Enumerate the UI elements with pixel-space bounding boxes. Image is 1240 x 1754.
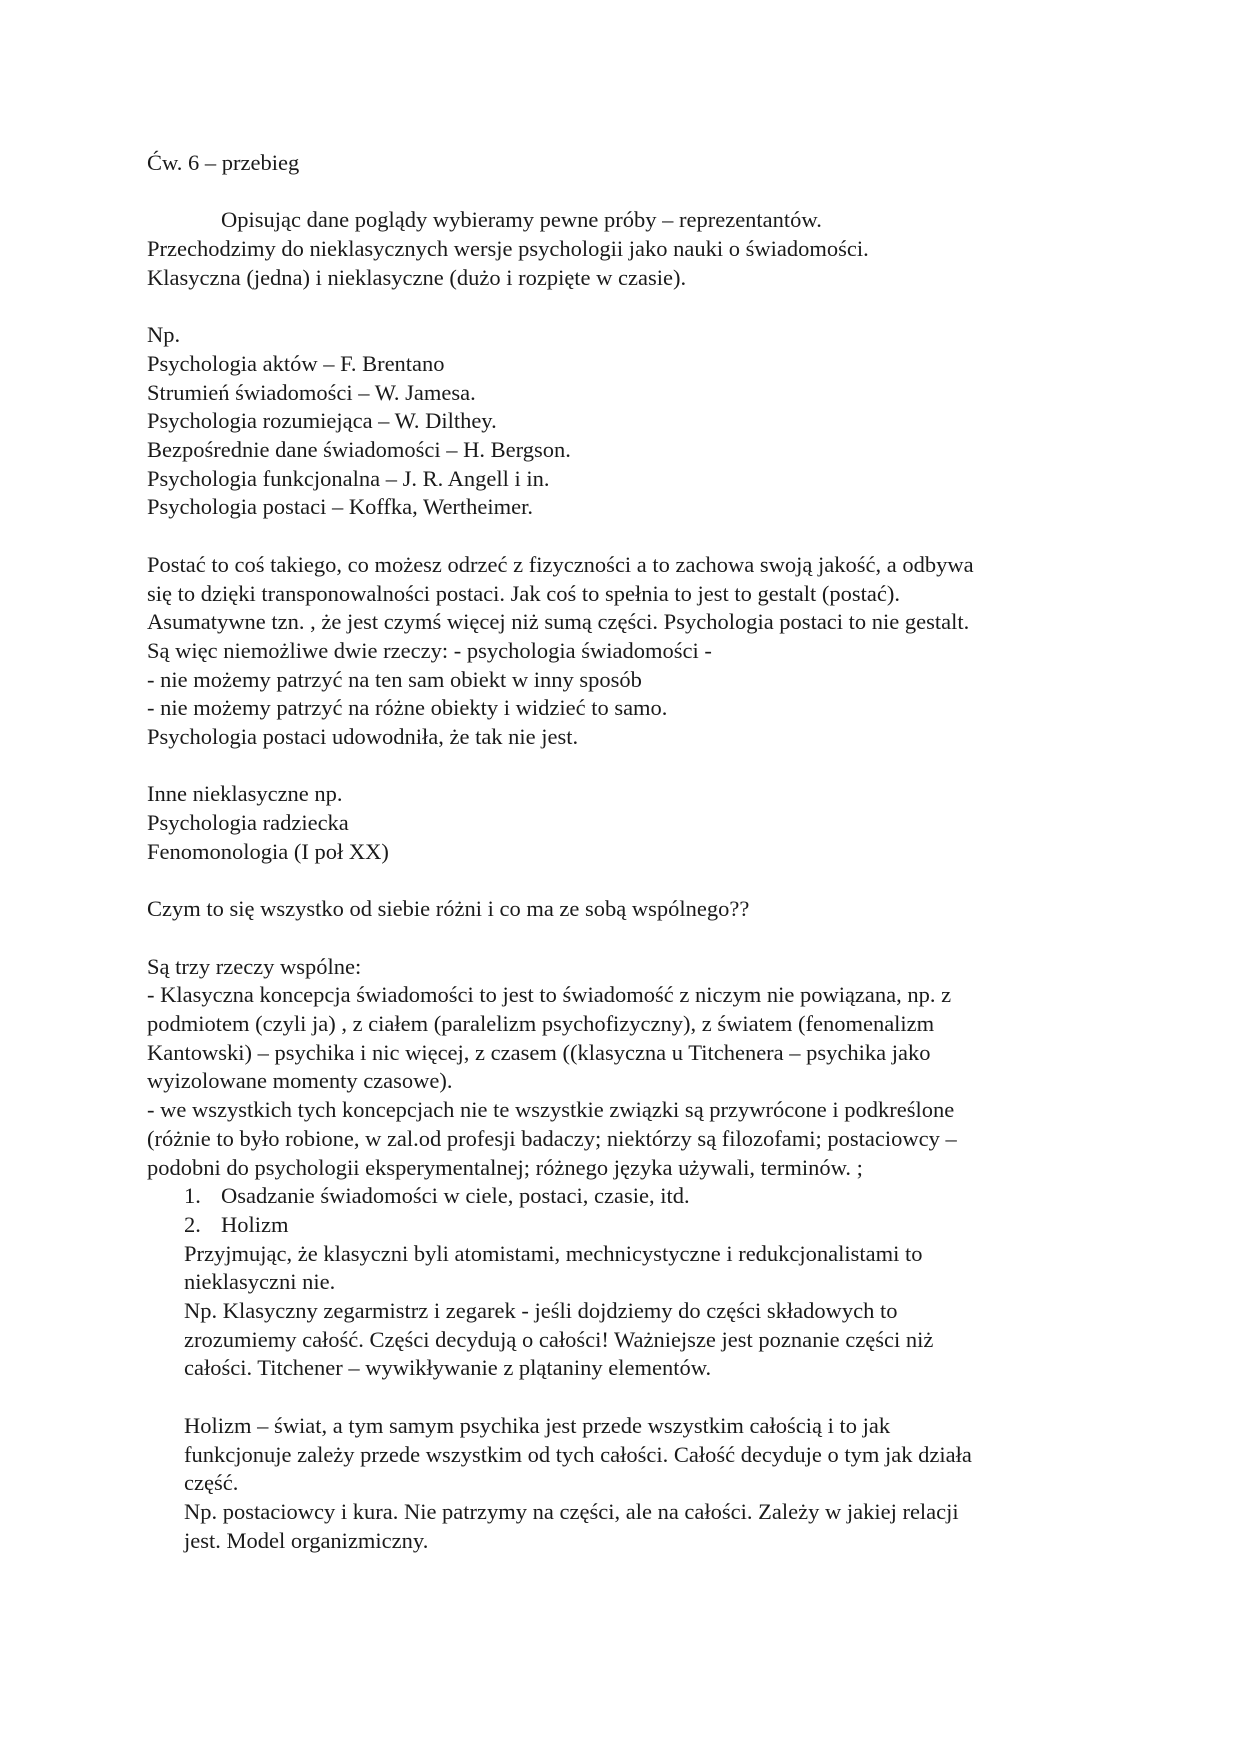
list-item bbox=[184, 1211, 1087, 1240]
list-text: Holizm bbox=[221, 1211, 289, 1237]
paragraph-line: Inne nieklasyczne np. bbox=[147, 781, 343, 807]
paragraph-line: Są trzy rzeczy wspólne: bbox=[147, 953, 362, 979]
example-line: Psychologia funkcjonalna – J. R. Angell i in. bbox=[147, 465, 550, 491]
list-item bbox=[184, 1182, 1087, 1211]
document-body bbox=[147, 149, 1087, 1555]
paragraph-line: Asumatywne tzn. , że jest czymś więcej niż sumą części. Psychologia postaci to nie gestalt. bbox=[147, 609, 970, 635]
paragraph-line: Kantowski) – psychika i nic więcej, z czasem ((klasyczna u Titchenera – psychika jako bbox=[147, 1039, 931, 1065]
paragraph-line: Przechodzimy do nieklasycznych wersje psychologii jako nauki o świadomości. bbox=[147, 236, 869, 262]
paragraph-line: podobni do psychologii eksperymentalnej; różnego języka używali, terminów. ; bbox=[147, 1154, 863, 1180]
list-number: 1. bbox=[184, 1183, 201, 1209]
examples-header: Np. bbox=[147, 322, 181, 348]
spacer bbox=[147, 867, 1087, 896]
paragraph-line: - nie możemy patrzyć na ten sam obiekt w inny sposób bbox=[147, 666, 642, 692]
paragraph-line: się to dzięki transponowalności postaci. Jak coś to spełnia to jest to gestalt (postać). bbox=[147, 580, 900, 606]
numbered-list bbox=[147, 1182, 1087, 1555]
list-number: 2. bbox=[184, 1211, 201, 1237]
spacer bbox=[147, 293, 1087, 322]
paragraph-line: - nie możemy patrzyć na różne obiekty i widzieć to samo. bbox=[147, 695, 668, 721]
spacer bbox=[147, 924, 1087, 953]
document-title: Ćw. 6 – przebieg bbox=[147, 150, 300, 175]
paragraph-line: wyizolowane momenty czasowe). bbox=[147, 1068, 453, 1094]
example-line: Psychologia aktów – F. Brentano bbox=[147, 350, 445, 376]
paragraph-line: - we wszystkich tych koncepcjach nie te wszystkie związki są przywrócone i podkreślone bbox=[147, 1097, 955, 1123]
example-line: Strumień świadomości – W. Jamesa. bbox=[147, 379, 476, 405]
paragraph-line: Są więc niemożliwe dwie rzeczy: - psychologia świadomości - bbox=[147, 637, 712, 663]
spacer bbox=[147, 522, 1087, 551]
paragraph-line: Psychologia postaci udowodniła, że tak nie jest. bbox=[147, 724, 579, 750]
paragraph-line: Klasyczna (jedna) i nieklasyczne (dużo i rozpięte w czasie). bbox=[147, 264, 687, 290]
spacer bbox=[184, 1383, 1087, 1412]
list-paragraph-line: Holizm – świat, a tym samym psychika jest przede wszystkim całością i to jak bbox=[184, 1412, 891, 1438]
example-line: Psychologia postaci – Koffka, Wertheimer. bbox=[147, 494, 534, 520]
list-paragraph-line: Przyjmując, że klasyczni byli atomistami, mechnicystyczne i redukcjonalistami to bbox=[184, 1240, 923, 1266]
paragraph-line: (różnie to było robione, w zal.od profesji badaczy; niektórzy są filozofami; postaciowcy – bbox=[147, 1125, 957, 1151]
paragraph-line: Postać to coś takiego, co możesz odrzeć z fizyczności a to zachowa swoją jakość, a odbywa bbox=[147, 551, 974, 577]
paragraph-line: Fenomonologia (I poł XX) bbox=[147, 838, 389, 864]
list-paragraph-line: funkcjonuje zależy przede wszystkim od tych całości. Całość decyduje o tym jak działa bbox=[184, 1441, 972, 1467]
spacer bbox=[147, 752, 1087, 781]
list-paragraph-line: jest. Model organizmiczny. bbox=[184, 1527, 429, 1553]
question-line: Czym to się wszystko od siebie różni i co ma ze sobą wspólnego?? bbox=[147, 896, 750, 922]
list-paragraph-line: Np. postaciowcy i kura. Nie patrzymy na części, ale na całości. Zależy w jakiej relacji bbox=[184, 1498, 959, 1524]
list-text: Osadzanie świadomości w ciele, postaci, czasie, itd. bbox=[221, 1183, 690, 1209]
list-paragraph-line: Np. Klasyczny zegarmistrz i zegarek - jeśli dojdziemy do części składowych to bbox=[184, 1298, 898, 1324]
list-paragraph-line: zrozumiemy całość. Części decydują o całości! Ważniejsze jest poznanie części niż bbox=[184, 1326, 934, 1352]
paragraph-line: Psychologia radziecka bbox=[147, 810, 349, 836]
paragraph-line: Opisując dane poglądy wybieramy pewne próby – reprezentantów. bbox=[221, 207, 822, 233]
list-paragraph-line: część. bbox=[184, 1470, 239, 1496]
paragraph-line: podmiotem (czyli ja) , z ciałem (paralelizm psychofizyczny), z światem (fenomenalizm bbox=[147, 1011, 935, 1036]
list-paragraph-line: całości. Titchener – wywikływanie z plątaniny elementów. bbox=[184, 1355, 712, 1381]
spacer bbox=[147, 178, 1087, 207]
example-line: Bezpośrednie dane świadomości – H. Bergson. bbox=[147, 437, 571, 462]
list-paragraph-line: nieklasyczni nie. bbox=[184, 1269, 336, 1295]
paragraph-line: - Klasyczna koncepcja świadomości to jest to świadomość z niczym nie powiązana, np. z bbox=[147, 982, 952, 1008]
example-line: Psychologia rozumiejąca – W. Dilthey. bbox=[147, 408, 497, 434]
